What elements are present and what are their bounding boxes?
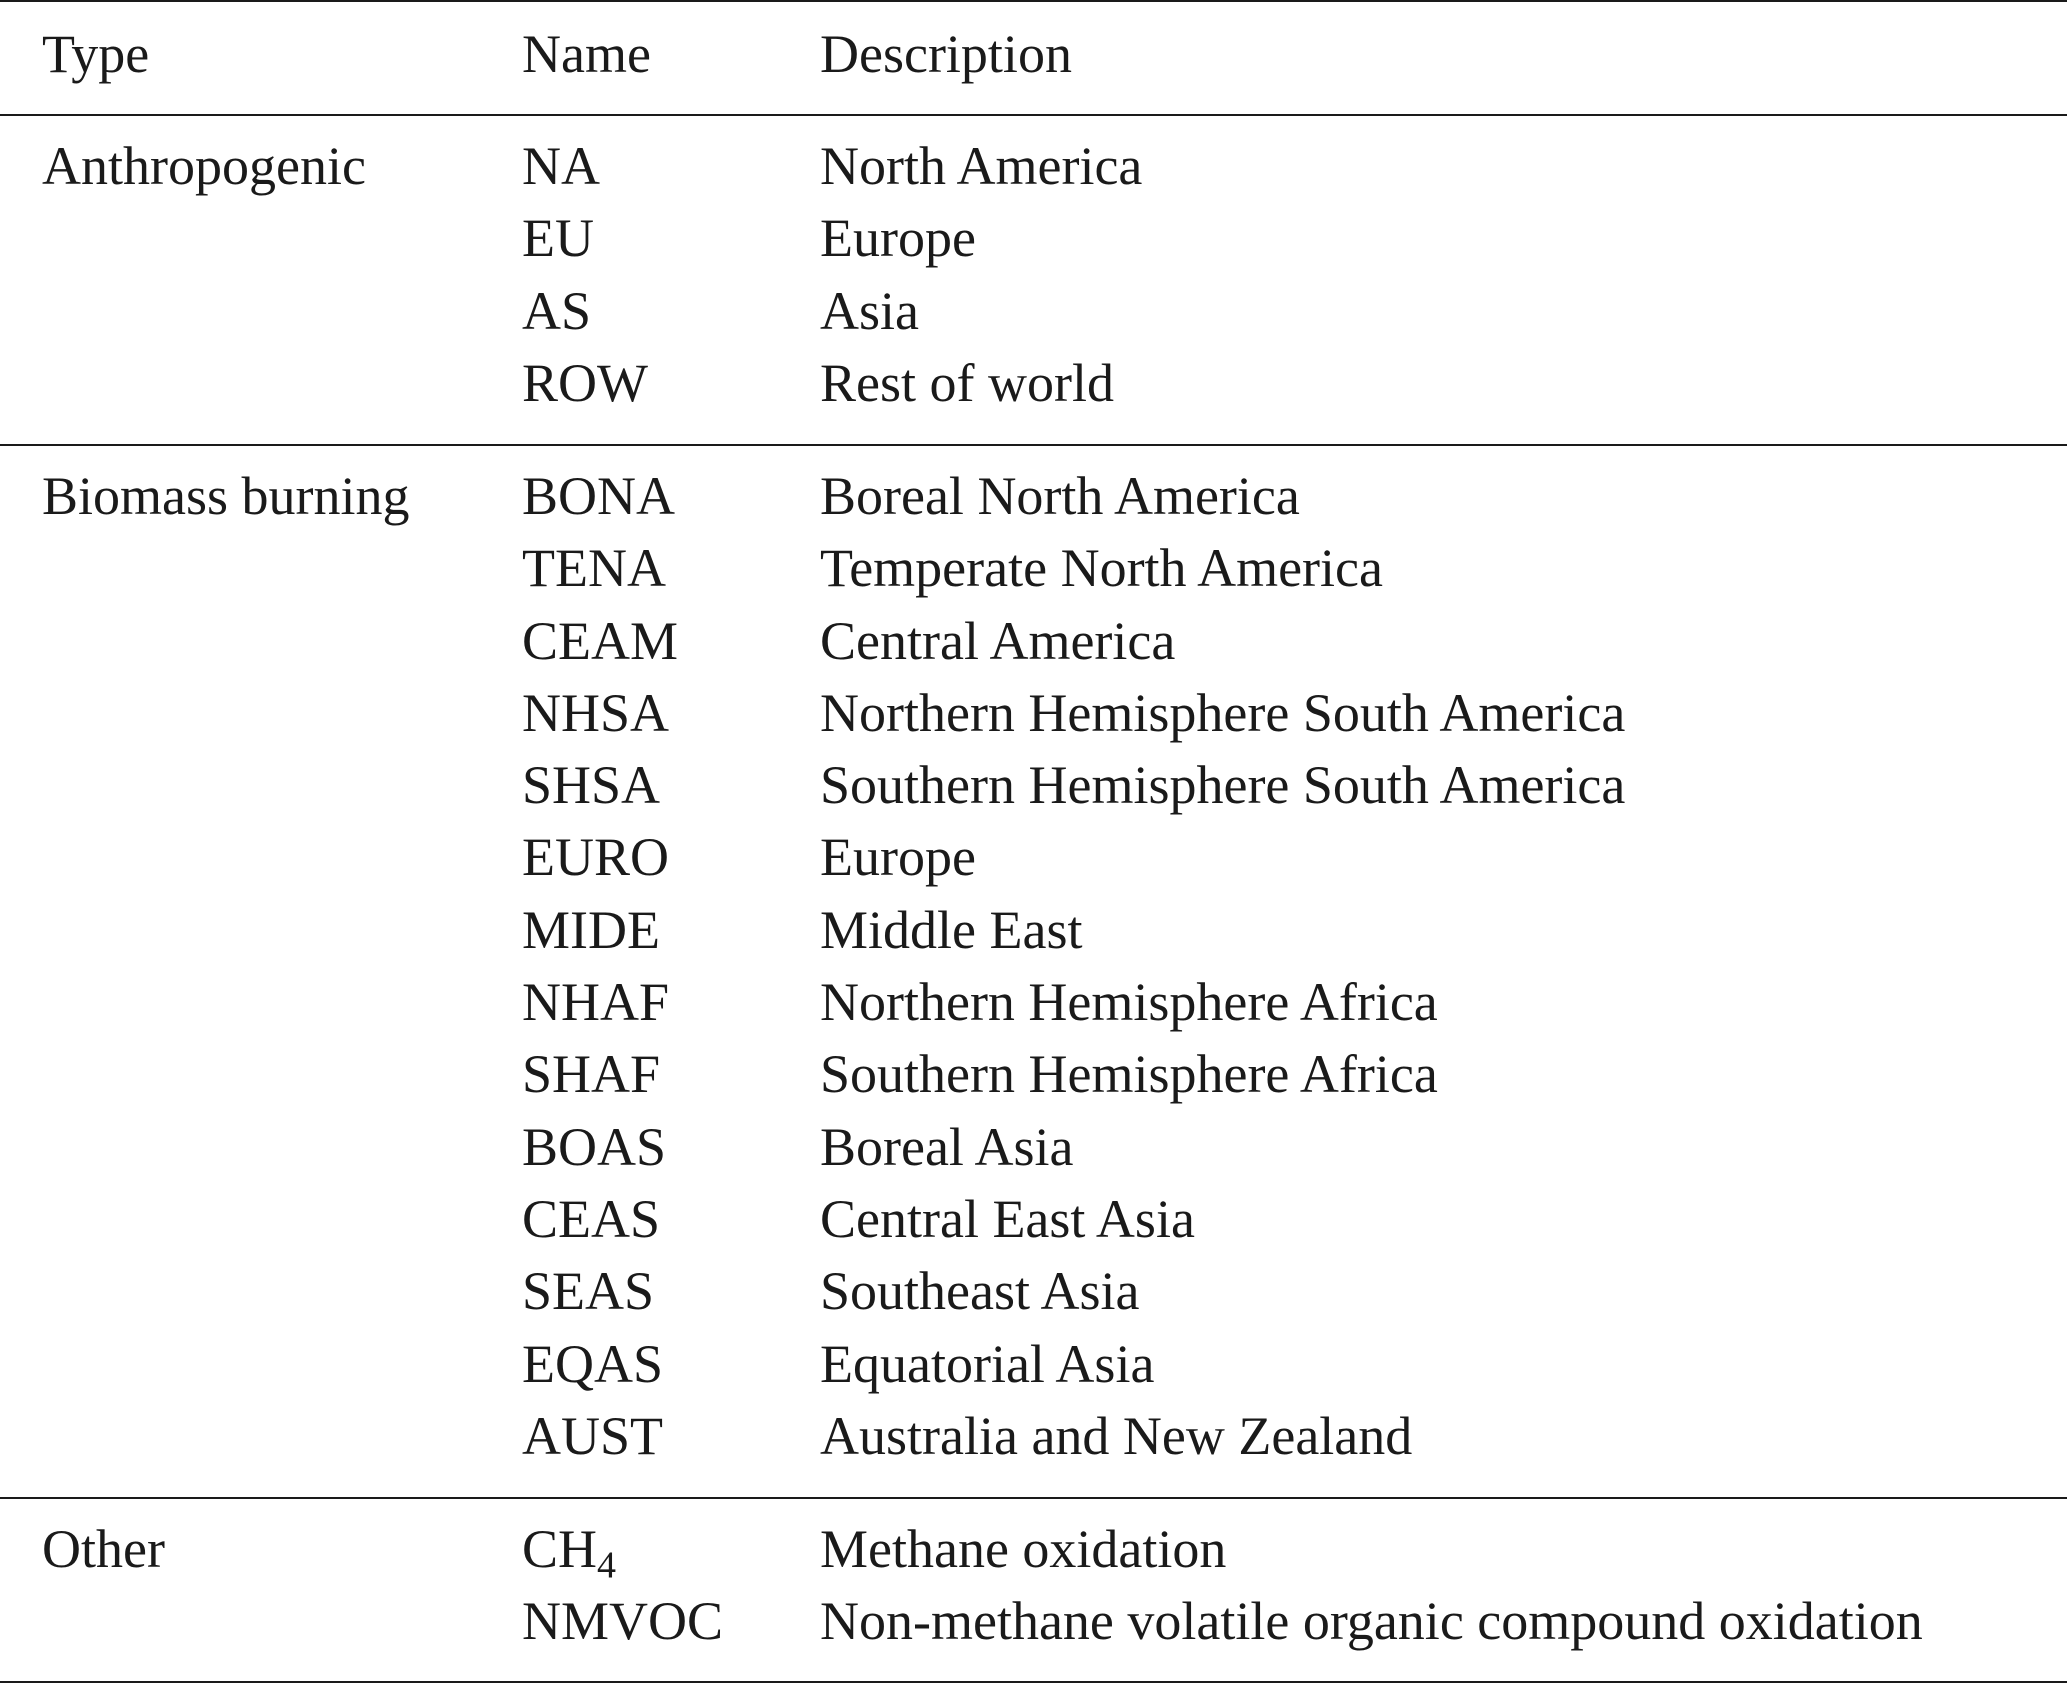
header-description: Description	[820, 24, 1072, 84]
group-rule	[0, 1497, 2067, 1499]
row-name: AUST	[522, 1405, 664, 1466]
row-name: EU	[522, 208, 594, 269]
row-name: BONA	[522, 466, 676, 526]
row-description: Australia and New Zealand	[820, 1405, 1413, 1466]
row-description: Central America	[820, 610, 1176, 671]
row-description: Non-methane volatile organic compound oxidation	[820, 1591, 1923, 1652]
row-name: TENA	[522, 538, 666, 599]
row-name: CEAS	[522, 1188, 661, 1249]
row-description: Europe	[820, 208, 976, 269]
row-name-base: CH	[522, 1519, 598, 1579]
row-description: Southeast Asia	[820, 1261, 1140, 1322]
row-name: NHSA	[522, 682, 670, 743]
row-name: SEAS	[522, 1261, 655, 1322]
row-name: SHAF	[522, 1044, 661, 1105]
row-name: ROW	[522, 352, 648, 413]
row-description: Northern Hemisphere South America	[820, 682, 1626, 743]
group-type-label: Biomass burning	[42, 466, 410, 526]
row-description: North America	[820, 136, 1143, 196]
row-description: Equatorial Asia	[820, 1333, 1155, 1394]
group-type-label: Other	[42, 1519, 165, 1579]
header-rule	[0, 114, 2067, 116]
row-name: EURO	[522, 827, 669, 888]
group-type-label: Anthropogenic	[42, 136, 366, 196]
row-name: BOAS	[522, 1116, 667, 1177]
row-description: Methane oxidation	[820, 1519, 1227, 1579]
row-name: NA	[522, 136, 600, 196]
row-description: Southern Hemisphere South America	[820, 755, 1626, 816]
row-name: EQAS	[522, 1333, 664, 1394]
row-name: AS	[522, 280, 592, 341]
row-description: Middle East	[820, 899, 1083, 960]
row-name: CEAM	[522, 610, 679, 671]
table-bottom-rule	[0, 1681, 2067, 1683]
row-description: Rest of world	[820, 352, 1114, 413]
row-description: Central East Asia	[820, 1188, 1195, 1249]
row-name: MIDE	[522, 899, 660, 960]
row-description: Boreal North America	[820, 466, 1300, 526]
row-description: Asia	[820, 280, 919, 341]
row-name-subscript: 4	[597, 1544, 617, 1587]
row-name: NMVOC	[522, 1591, 724, 1652]
header-name: Name	[522, 24, 651, 84]
table-top-rule	[0, 0, 2067, 2]
row-name	[522, 1513, 616, 1585]
row-description: Temperate North America	[820, 538, 1383, 599]
row-description: Europe	[820, 827, 976, 888]
header-type: Type	[42, 24, 150, 84]
row-description: Southern Hemisphere Africa	[820, 1044, 1438, 1105]
row-description: Northern Hemisphere Africa	[820, 972, 1438, 1033]
row-name: NHAF	[522, 972, 670, 1033]
row-description: Boreal Asia	[820, 1116, 1074, 1177]
row-name: SHSA	[522, 755, 661, 816]
group-rule	[0, 444, 2067, 446]
